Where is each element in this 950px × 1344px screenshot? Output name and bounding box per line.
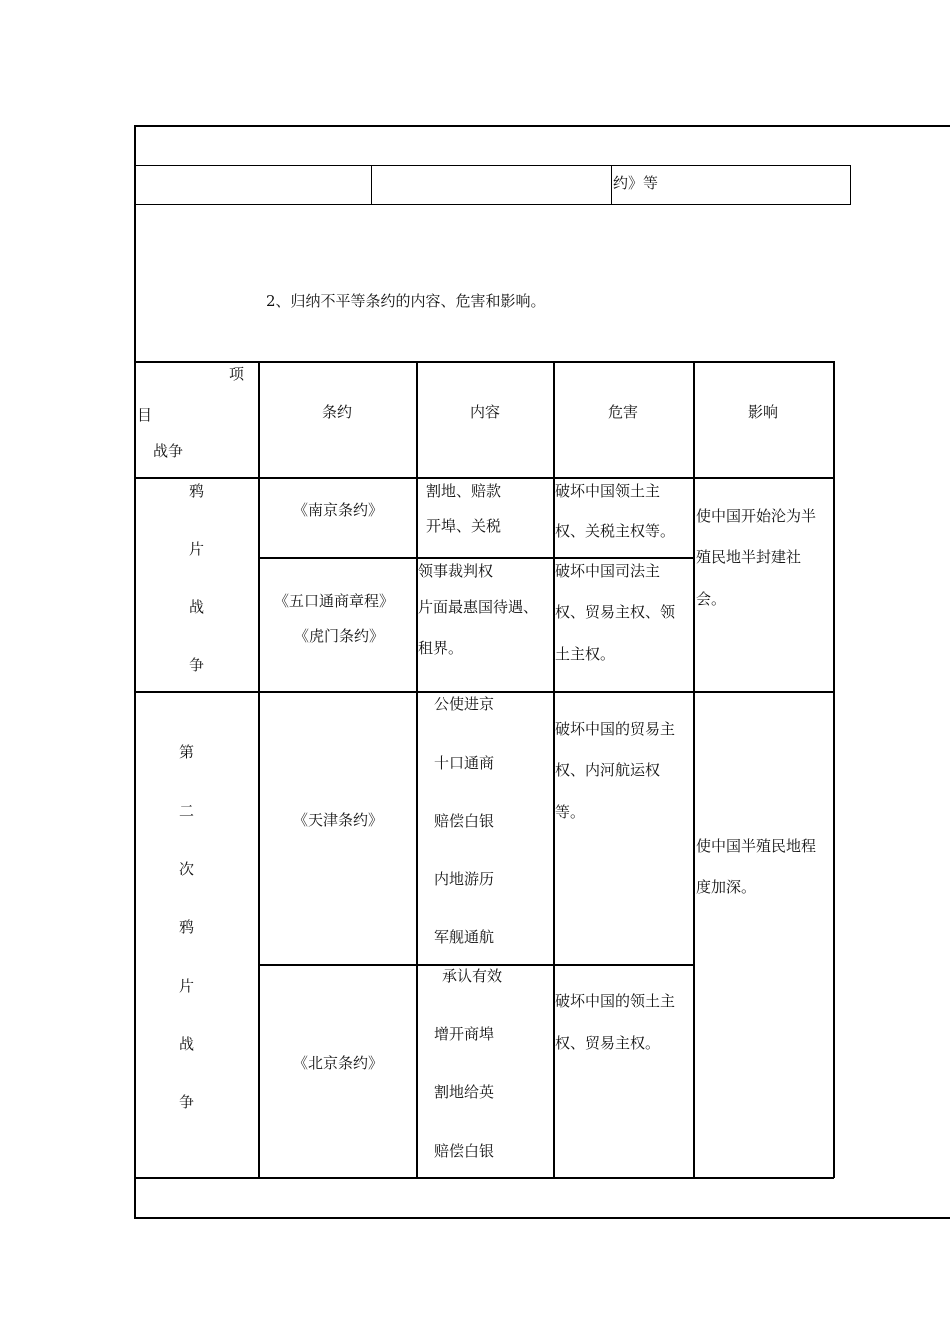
- war2-char: 次: [179, 860, 195, 878]
- top-table-fragment: [134, 165, 851, 205]
- war1-treaty2-line: 《虎门条约》: [294, 627, 385, 645]
- war1-content1-line: 开埠、关税: [426, 517, 502, 535]
- column-divider: [371, 166, 372, 204]
- war1-harm1-line: 破坏中国领土主: [555, 482, 661, 500]
- war1-content1-line: 割地、赔款: [426, 482, 502, 500]
- war1-impact-line: 殖民地半封建社: [696, 548, 802, 566]
- war2-char: 争: [179, 1093, 195, 1111]
- header-treaty: 条约: [322, 403, 353, 421]
- header-diag-top: 项: [229, 365, 245, 383]
- war2-content1-line: 十口通商: [434, 754, 495, 772]
- war2-content2-line: 割地给英: [434, 1083, 495, 1101]
- war2-harm1-line: 权、内河航运权: [555, 761, 661, 779]
- war1-content2-line: 领事裁判权: [418, 562, 494, 580]
- header-diag-mid: 目: [137, 406, 153, 424]
- war2-content2-line: 赔偿白银: [434, 1142, 495, 1160]
- header-harm: 危害: [608, 403, 639, 421]
- war2-harm2-line: 权、贸易主权。: [555, 1034, 661, 1052]
- war1-harm2-line: 破坏中国司法主: [555, 562, 661, 580]
- header-content: 内容: [470, 403, 501, 421]
- war1-char: 争: [189, 656, 205, 674]
- header-diag-bottom: 战争: [153, 442, 184, 460]
- war1-harm2-line: 权、贸易主权、领: [555, 603, 676, 621]
- war2-harm1-line: 等。: [555, 803, 586, 821]
- war2-content2-line: 增开商埠: [434, 1025, 495, 1043]
- war2-harm2-line: 破坏中国的领土主: [555, 992, 676, 1010]
- war1-content2-line: 片面最惠国待遇、: [418, 598, 539, 616]
- war1-content2-line: 租界。: [418, 639, 464, 657]
- war2-content1-line: 内地游历: [434, 870, 495, 888]
- war1-char: 战: [189, 598, 205, 616]
- war1-char: 片: [189, 540, 205, 558]
- war2-char: 战: [179, 1035, 195, 1053]
- war2-content2-line: 承认有效: [442, 967, 503, 985]
- war2-content1-line: 赔偿白银: [434, 812, 495, 830]
- war2-treaty1: 《天津条约》: [293, 811, 384, 829]
- column-divider: [611, 166, 612, 204]
- war1-impact-line: 会。: [696, 590, 727, 608]
- war2-char: 二: [179, 802, 195, 820]
- war1-treaty1: 《南京条约》: [293, 501, 384, 519]
- war1-harm2-line: 土主权。: [555, 645, 616, 663]
- war2-impact-line: 使中国半殖民地程: [696, 837, 817, 855]
- section-heading: 2、归纳不平等条约的内容、危害和影响。: [266, 292, 546, 310]
- war2-content1-line: 军舰通航: [434, 928, 495, 946]
- war2-char: 第: [179, 743, 195, 761]
- war2-harm1-line: 破坏中国的贸易主: [555, 720, 676, 738]
- top-cell-text: 约》等: [613, 174, 659, 192]
- war1-treaty2-line: 《五口通商章程》: [274, 592, 395, 610]
- war1-harm1-line: 权、关税主权等。: [555, 522, 676, 540]
- war1-char: 鸦: [189, 482, 205, 500]
- header-impact: 影响: [748, 403, 779, 421]
- war2-content1-line: 公使进京: [434, 695, 495, 713]
- war2-impact-line: 度加深。: [696, 878, 757, 896]
- war2-char: 鸦: [179, 918, 195, 936]
- war1-impact-line: 使中国开始沦为半: [696, 507, 817, 525]
- war2-char: 片: [179, 977, 195, 995]
- war2-treaty2: 《北京条约》: [293, 1054, 384, 1072]
